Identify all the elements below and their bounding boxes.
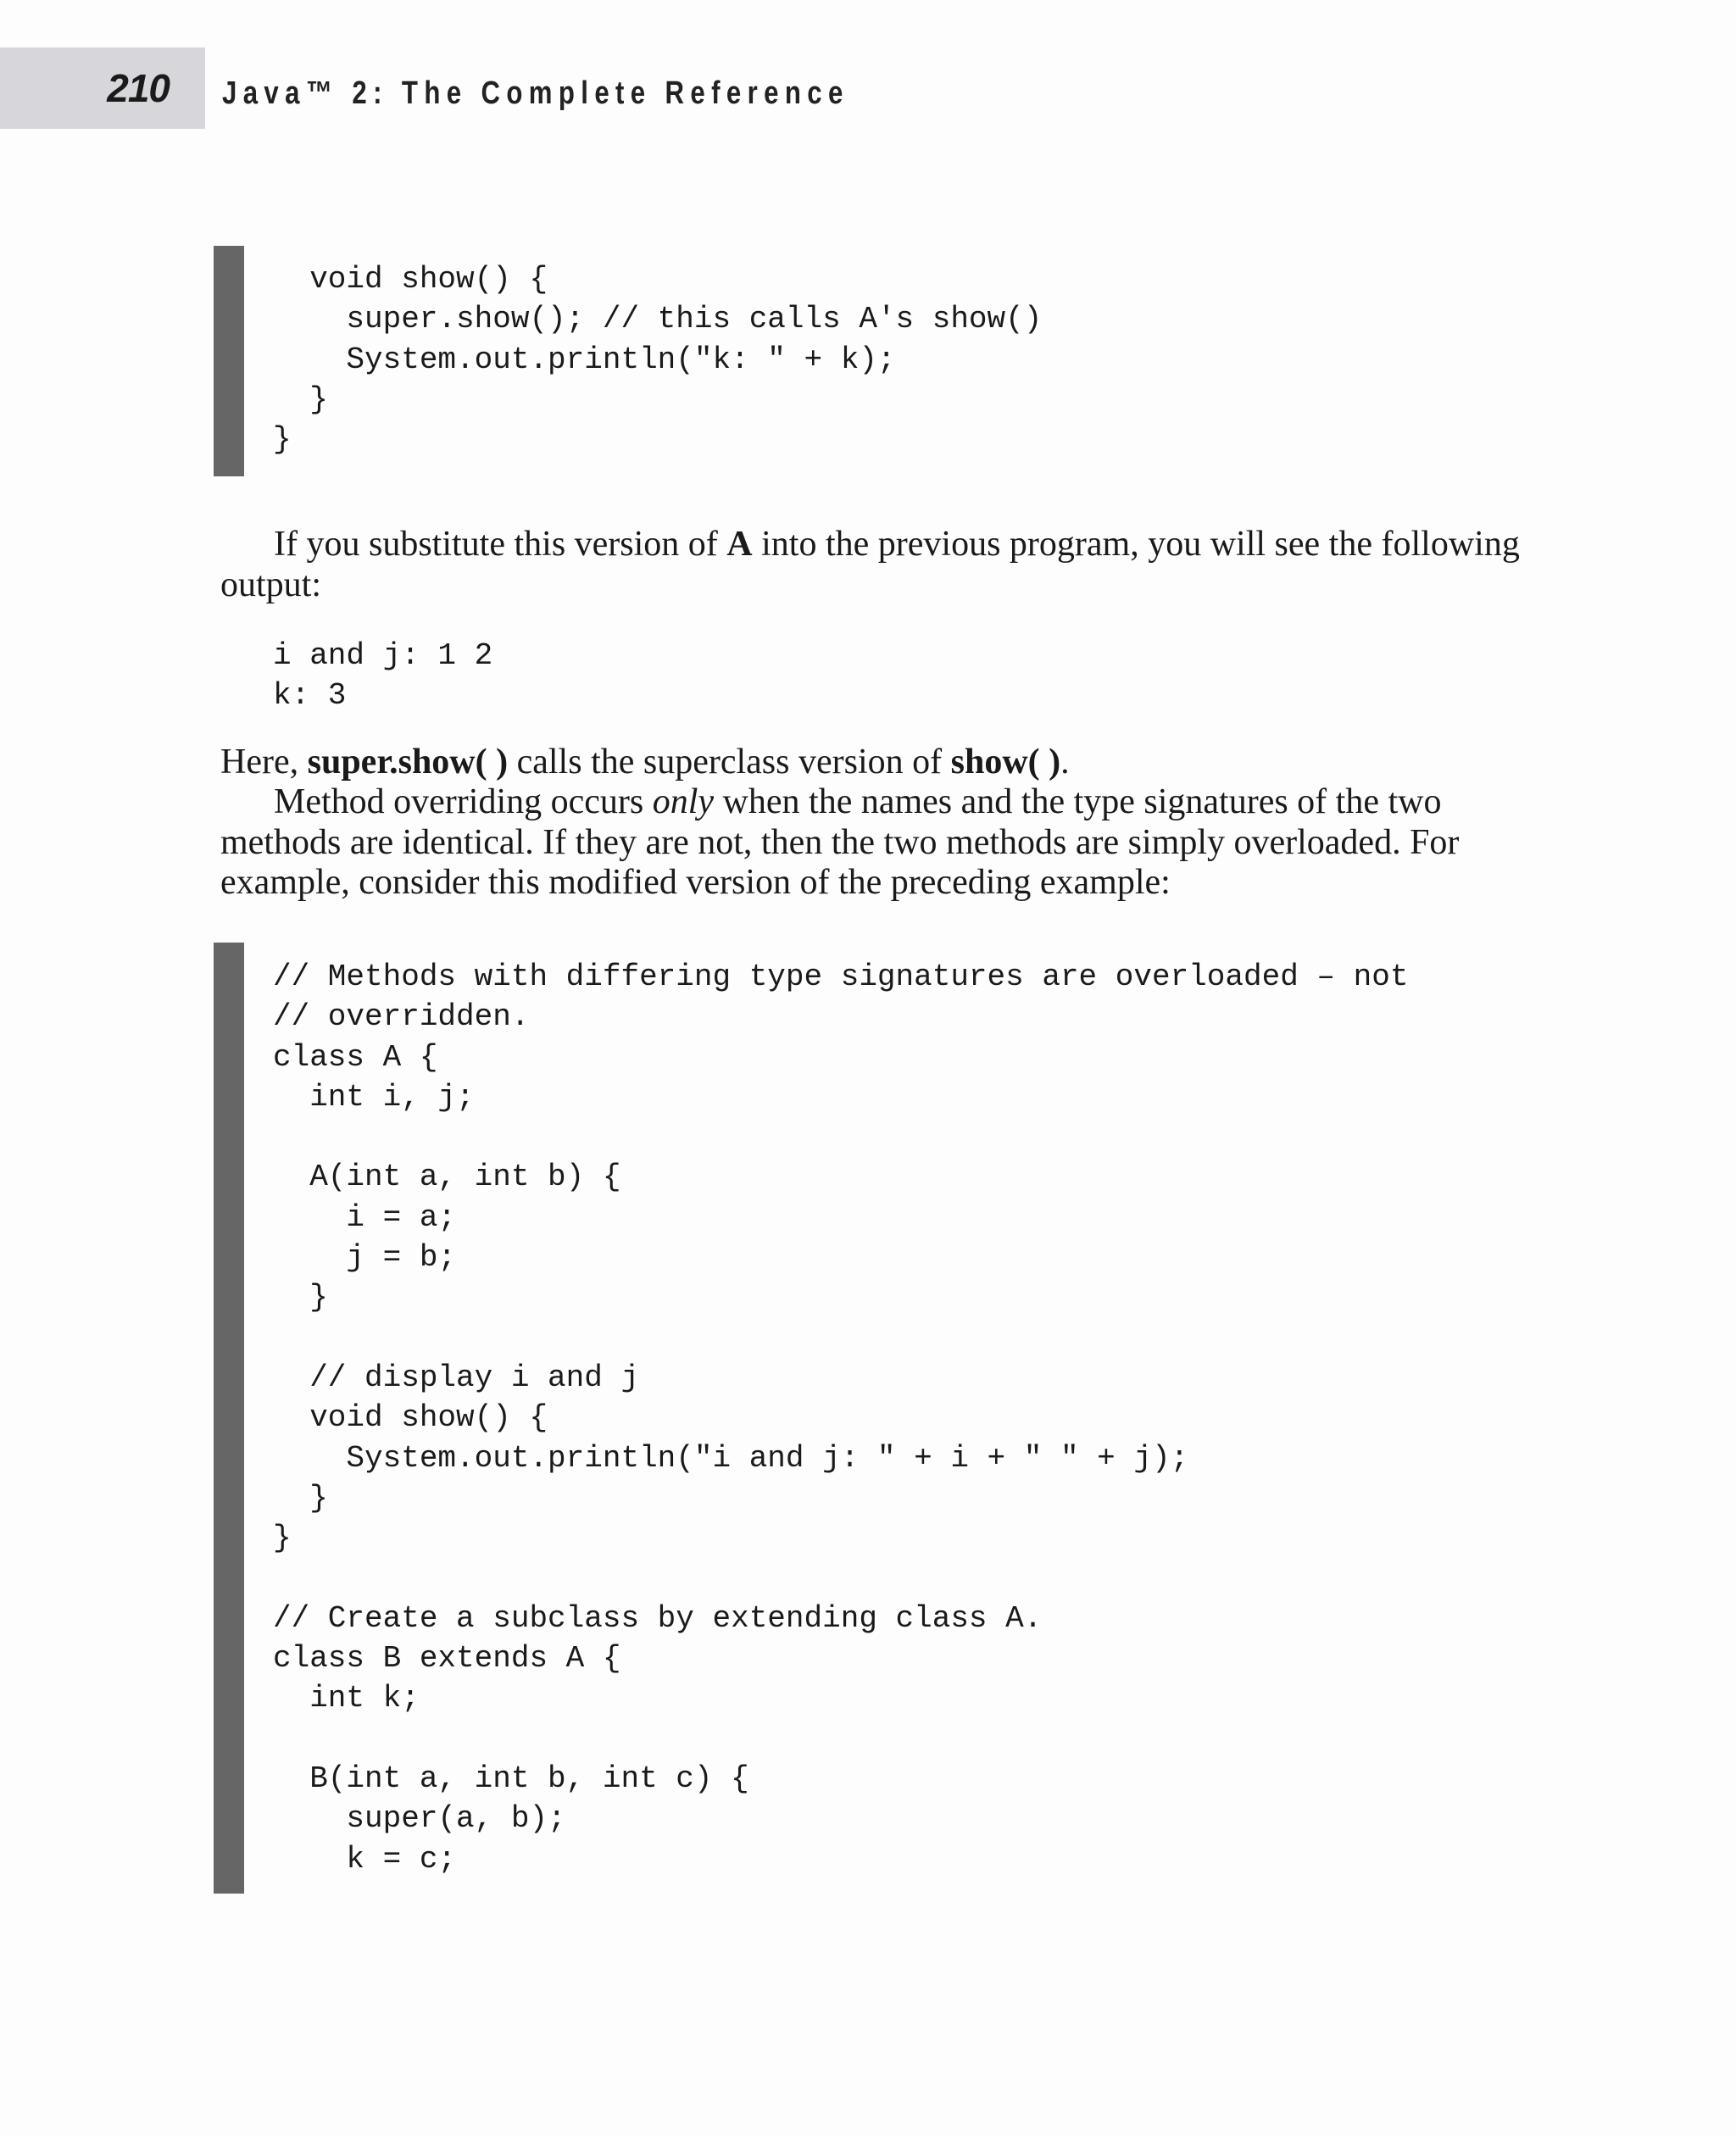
code-line: int k;	[273, 1681, 420, 1716]
code-line: int i, j;	[273, 1079, 475, 1115]
code-line: class A {	[273, 1039, 438, 1075]
code-block-bar	[214, 246, 244, 476]
code-line: // Create a subclass by extending class A.	[273, 1600, 1043, 1636]
code-line: super.show(); // this calls A's show()	[273, 302, 1043, 337]
code-line: }	[273, 422, 292, 458]
code-block-bar	[214, 943, 244, 1894]
code-line: i = a;	[273, 1199, 457, 1235]
code-line: void show() {	[273, 1400, 548, 1436]
paragraph: Here, super.show( ) calls the superclass version of show( ).	[220, 743, 1070, 782]
code-line: System.out.println("i and j: " + i + " " + j);	[273, 1440, 1189, 1476]
code-line: class B extends A {	[273, 1641, 621, 1677]
code-line: }	[273, 1521, 292, 1556]
output-line: k: 3	[273, 678, 347, 714]
code-line: }	[273, 381, 328, 417]
code-line: k = c;	[273, 1841, 457, 1877]
code-line: }	[273, 1480, 328, 1516]
code-line: }	[273, 1280, 328, 1316]
code-line: // overridden.	[273, 999, 530, 1035]
code-line: // Methods with differing type signatures are overloaded – not	[273, 960, 1409, 994]
output-line: i and j: 1 2	[273, 638, 493, 673]
page-number: 210	[107, 66, 170, 110]
code-line: A(int a, int b) {	[273, 1160, 621, 1195]
paragraph: If you substitute this version of A into the previous program, you will see the following output:	[220, 525, 1520, 604]
code-block-top	[273, 259, 1042, 459]
code-block-main	[273, 957, 1408, 1879]
paragraph: Method overriding occurs only when the names and the type signatures of the two methods are identical. If they are not, then the two methods are simply overloaded. For example, consider this modified version of the preceding example:	[220, 782, 1460, 902]
code-line: void show() {	[273, 262, 548, 297]
code-line: j = b;	[273, 1240, 457, 1276]
program-output	[273, 636, 492, 716]
running-title: Java™ 2: The Complete Reference	[222, 75, 849, 111]
code-line: System.out.println("k: " + k);	[273, 342, 896, 377]
code-line: super(a, b);	[273, 1801, 566, 1837]
code-line: B(int a, int b, int c) {	[273, 1761, 749, 1796]
code-line: // display i and j	[273, 1360, 640, 1395]
